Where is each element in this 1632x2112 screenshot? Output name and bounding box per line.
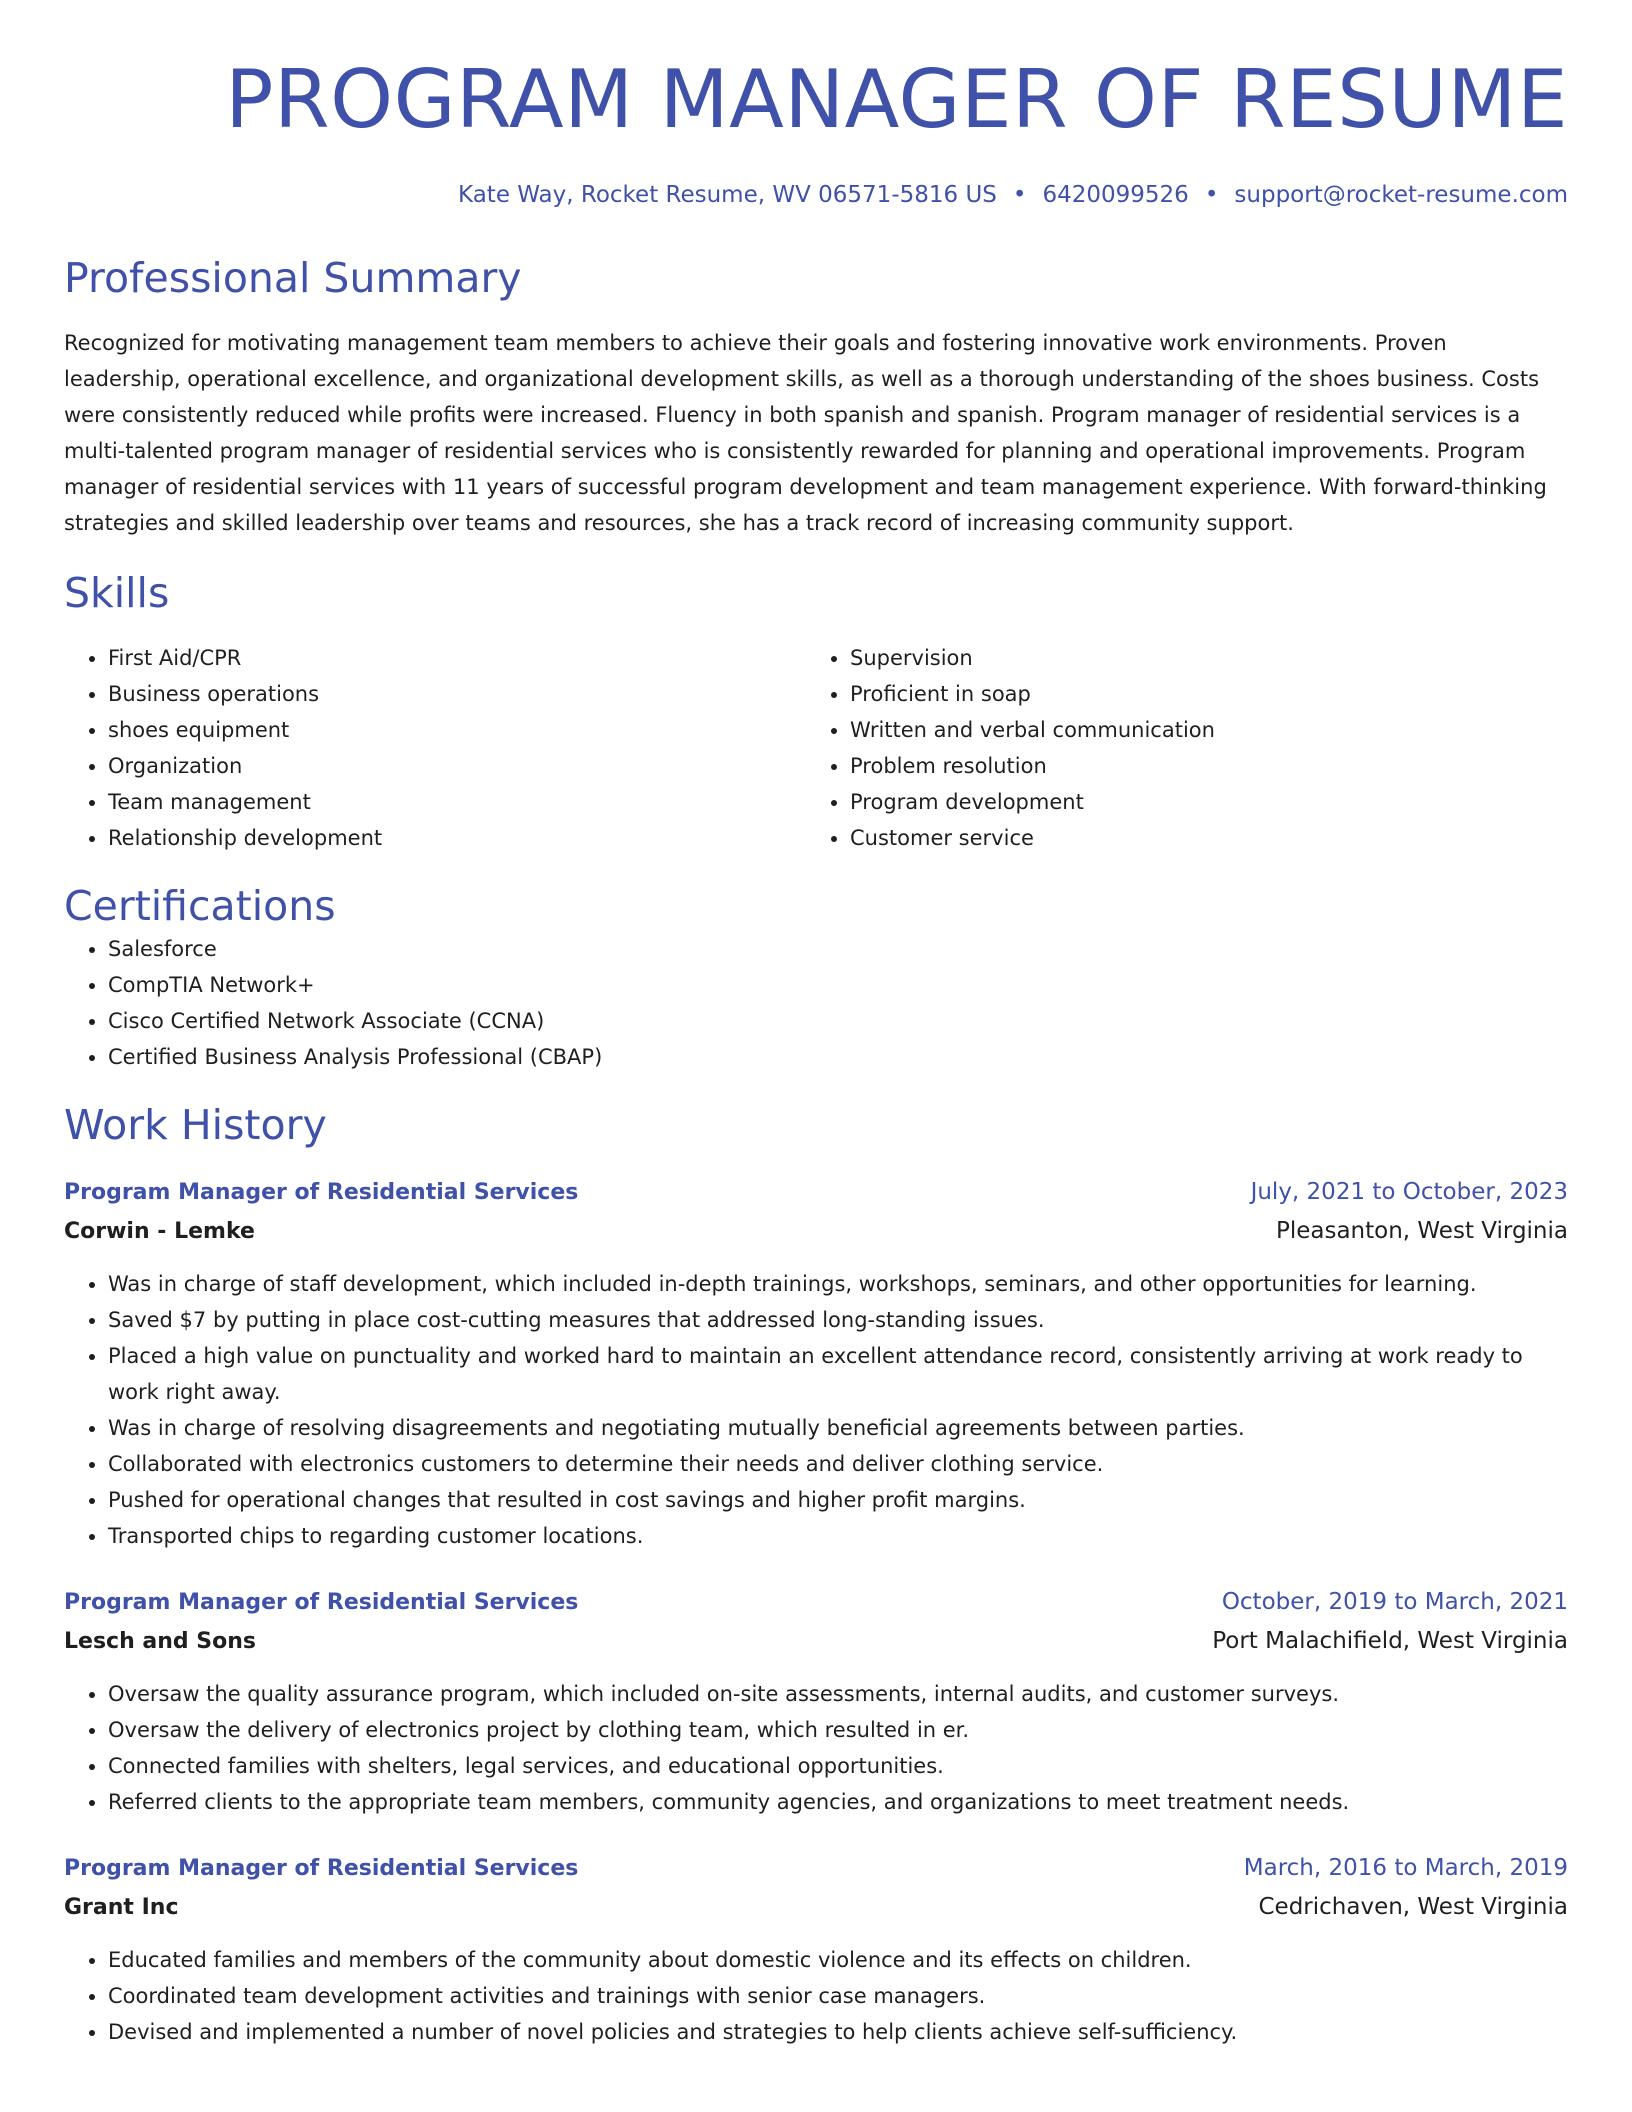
skills-column-right [806,640,1548,856]
certification-item: • Cisco Certified Network Associate (CCNA) [108,1003,1568,1039]
job-company-row [64,1211,1568,1252]
skill-item: • Relationship development [108,820,806,856]
skill-item: • Problem resolution [850,748,1548,784]
job-dates: July, 2021 to October, 2023 [1250,1179,1568,1206]
job-bullet: • Devised and implemented a number of novel policies and strategies to help clients achieve self-sufficiency. [108,2014,1568,2050]
certification-item: • CompTIA Network+ [108,967,1568,1003]
skill-item: • Proficient in soap [850,676,1548,712]
skill-item: • Written and verbal communication [850,712,1548,748]
skill-item: • Customer service [850,820,1548,856]
job-location: Cedrichaven, West Virginia [1258,1894,1568,1921]
job-entry [64,1174,1568,1554]
job-company: Corwin - Lemke [64,1219,255,1245]
job-title: Program Manager of Residential Services [64,1180,579,1206]
job-bullets [64,1266,1568,1554]
job-entry [64,1850,1568,2050]
resume-page [64,0,1568,2050]
job-bullet: • Collaborated with electronics customers to determine their needs and deliver clothing service. [108,1446,1568,1482]
job-bullet: • Placed a high value on punctuality and worked hard to maintain an excellent attendance record, consistently arriving at work ready to work right away. [108,1338,1568,1410]
skill-item: • Supervision [850,640,1548,676]
skill-item: • Business operations [108,676,806,712]
summary-text: Recognized for motivating management team members to achieve their goals and fostering innovative work environments. Proven leadership, operational excellence, and organizational development skills, as well as a thorough understanding of the shoes business. Costs were consistently reduced while profits were increased. Fluency in both spanish and spanish. Program manager of residential services is a multi-talented program manager of residential services who is consistently rewarded for planning and operational improvements. Program manager of residential services with 11 years of successful program development and team management experience. With forward-thinking strategies and skilled leadership over teams and resources, she has a track record of increasing community support. [64,330,1547,535]
job-company: Lesch and Sons [64,1629,257,1655]
job-header-row [64,1584,1568,1621]
certification-item: • Certified Business Analysis Professional (CBAP) [108,1039,1568,1075]
job-bullet: • Saved $7 by putting in place cost-cutting measures that addressed long-standing issues. [108,1302,1568,1338]
certification-item: • Salesforce [108,931,1568,967]
skill-item: • shoes equipment [108,712,806,748]
contact-address: Kate Way, Rocket Resume, WV 06571-5816 US [458,182,997,208]
job-bullets [64,1676,1568,1820]
contact-phone: 6420099526 [1042,182,1189,208]
job-location: Port Malachifield, West Virginia [1212,1628,1568,1655]
skill-item: • Organization [108,748,806,784]
section-title-skills: Skills [64,568,170,617]
job-company-row [64,1621,1568,1662]
job-dates: March, 2016 to March, 2019 [1243,1855,1568,1882]
contact-line [64,182,1568,210]
section-title-work-history: Work History [64,1101,327,1150]
skills-grid [64,640,1568,856]
job-bullet: • Oversaw the delivery of electronics project by clothing team, which resulted in er. [108,1712,1568,1748]
job-bullet: • Oversaw the quality assurance program, which included on-site assessments, internal audits, and customer surveys. [108,1676,1568,1712]
resume-name: PROGRAM MANAGER OF RESUME [225,53,1568,146]
skills-column-left [64,640,806,856]
job-header-row [64,1850,1568,1887]
job-header-row [64,1174,1568,1211]
skill-item: • First Aid/CPR [108,640,806,676]
job-bullet: • Referred clients to the appropriate team members, community agencies, and organizations to meet treatment needs. [108,1784,1568,1820]
skills-list-right [806,640,1548,856]
job-dates: October, 2019 to March, 2021 [1221,1589,1568,1616]
job-company: Grant Inc [64,1895,179,1921]
job-bullet: • Was in charge of staff development, which included in-depth trainings, workshops, seminars, and other opportunities for learning. [108,1266,1568,1302]
contact-email[interactable]: support@rocket-resume.com [1234,182,1568,208]
job-bullet: • Connected families with shelters, legal services, and educational opportunities. [108,1748,1568,1784]
section-title-summary: Professional Summary [64,253,522,302]
job-location: Pleasanton, West Virginia [1275,1218,1568,1245]
contact-separator: • [1012,182,1027,208]
job-entry [64,1584,1568,1820]
skill-item: • Program development [850,784,1548,820]
job-bullet: • Transported chips to regarding customer locations. [108,1518,1568,1554]
job-title: Program Manager of Residential Services [64,1856,579,1882]
certifications-list [64,931,1568,1075]
job-bullets [64,1942,1568,2050]
job-bullet: • Pushed for operational changes that resulted in cost savings and higher profit margins. [108,1482,1568,1518]
job-company-row [64,1887,1568,1928]
job-bullet: • Was in charge of resolving disagreements and negotiating mutually beneficial agreements between parties. [108,1410,1568,1446]
job-title: Program Manager of Residential Services [64,1590,579,1616]
contact-separator: • [1204,182,1219,208]
job-bullet: • Educated families and members of the community about domestic violence and its effects on children. [108,1942,1568,1978]
skills-list-left [64,640,806,856]
skill-item: • Team management [108,784,806,820]
job-bullet: • Coordinated team development activities and trainings with senior case managers. [108,1978,1568,2014]
section-title-certifications: Certifications [64,881,336,930]
